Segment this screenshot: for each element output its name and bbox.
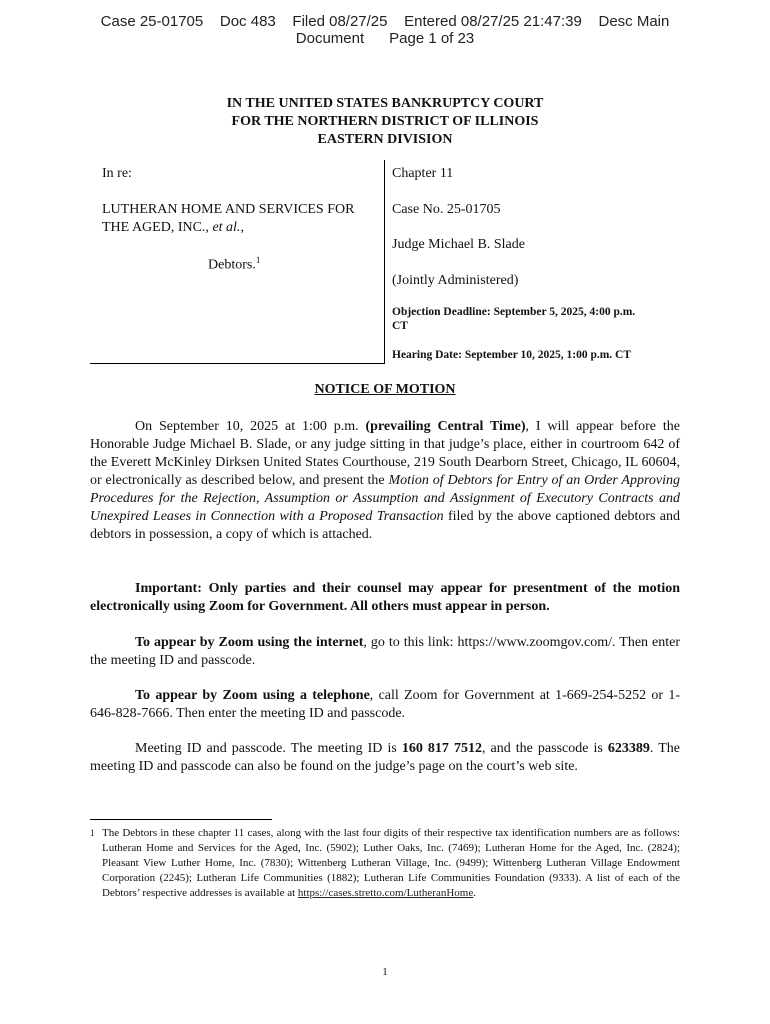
debtor-name-line-2: THE AGED, INC., et al., (102, 220, 244, 235)
footnote-number: 1 (90, 828, 95, 838)
footnote-divider (90, 819, 272, 820)
stamp-line-2: Document Page 1 of 23 (295, 30, 475, 47)
jointly-administered: (Jointly Administered) (392, 273, 519, 288)
page-number: 1 (382, 966, 388, 978)
paragraph-zoom-internet: To appear by Zoom using the internet, go to this link: https://www.zoomgov.com/. Then enter the meeting ID and passcode. (90, 635, 680, 668)
footnote-text: The Debtors in these chapter 11 cases, along with the last four digits of their respective tax identification numbers are as follows: Lutheran Home and Services for the Aged, Inc. (5902); Luther Oaks, Inc. (7469); Lutheran Home for the Aged, Inc. (2824); Pleasant View Luther Home, Inc. (7830); Wittenberg Lutheran Village, Inc. (9499); Wittenberg Lutheran Village Endowment Corporation (2245); Lutheran Life Communities (1882); Lutheran Life Communities Foundation (9333). A list of each of the Debtors’ respective addresses is available at https://cases.stretto.com/LutheranHome. (102, 827, 680, 899)
document-title: NOTICE OF MOTION (314, 382, 456, 397)
paragraph-important-notice: Important: Only parties and their counsel may appear for presentment of the motion electronically using Zoom for Government. All others must appear in person. (90, 581, 680, 614)
court-heading-line-1: IN THE UNITED STATES BANKRUPTCY COURT (226, 96, 544, 111)
debtors-label: Debtors.$^1$ (208, 255, 261, 273)
case-caption (90, 160, 690, 364)
in-re-label: In re: (102, 166, 132, 181)
objection-deadline-line-1: Objection Deadline: September 5, 2025, 4:00 p.m. (392, 306, 636, 318)
court-filing-stamp (0, 13, 770, 47)
footnote-reference: 1 (255, 255, 261, 265)
footnote (90, 826, 680, 901)
court-heading-line-2: FOR THE NORTHERN DISTRICT OF ILLINOIS (231, 114, 539, 129)
debtor-name-line-1: LUTHERAN HOME AND SERVICES FOR (102, 202, 355, 217)
case-number: Case No. 25-01705 (392, 202, 501, 217)
chapter-label: Chapter 11 (392, 166, 454, 181)
paragraph-zoom-telephone: To appear by Zoom using a telephone, call Zoom for Government at 1-669-254-5252 or 1-646-828-7666. Then enter the meeting ID and passcode. (90, 688, 680, 721)
objection-deadline-line-2: CT (392, 320, 408, 332)
judge-name: Judge Michael B. Slade (392, 237, 525, 252)
paragraph-hearing-notice: On September 10, 2025 at 1:00 p.m. (prevailing Central Time), I will appear before the Honorable Judge Michael B. Slade, or any judge sitting in that judge’s place, either in courtroom 642 of the Everett McKinley Dirksen United States Courthouse, 219 South Dearborn Street, Chicago, IL 60604, or electronically as described below, and present the Motion of Debtors for Entry of an Order Approving Procedures for the Rejection, Assumption or Assumption and Assignment of Executory Contracts and Unexpired Leases in Connection with a Proposed Transaction filed by the above captioned debtors and debtors in possession, a copy of which is attached. (90, 419, 680, 542)
court-heading (0, 95, 770, 149)
stamp-line-1: Case 25-01705 Doc 483 Filed 08/27/25 Entered 08/27/25 21:47:39 Desc Main (100, 13, 670, 30)
caption-left-box (90, 160, 385, 364)
footnote-link[interactable]: https://cases.stretto.com/LutheranHome (297, 887, 474, 899)
hearing-date: Hearing Date: September 10, 2025, 1:00 p.m. CT (392, 349, 632, 361)
court-heading-line-3: EASTERN DIVISION (317, 132, 453, 147)
paragraph-meeting-id: Meeting ID and passcode. The meeting ID is 160 817 7512, and the passcode is 623389. The meeting ID and passcode can also be found on the judge’s page on the court’s web site. (90, 741, 680, 774)
